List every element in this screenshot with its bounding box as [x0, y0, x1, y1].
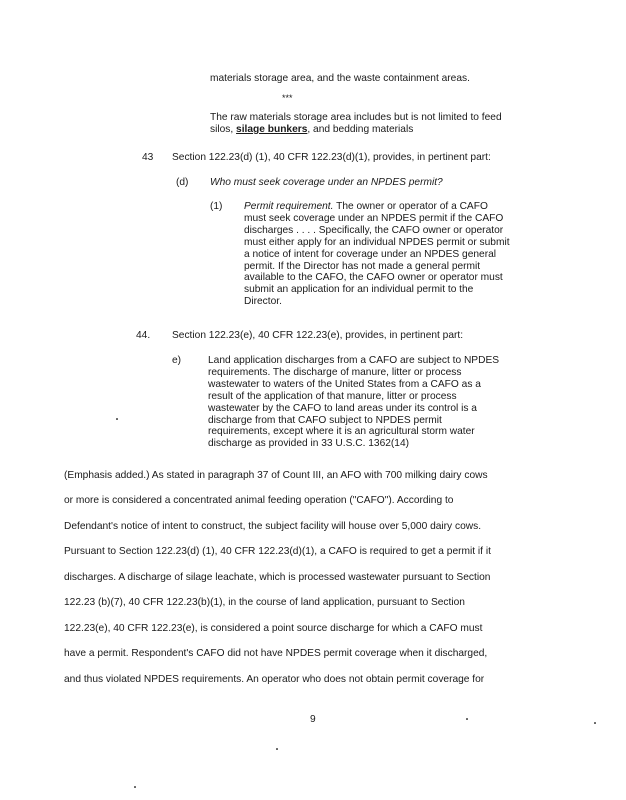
quote-line: wastewater by the CAFO to land areas under its control is a: [208, 402, 477, 414]
permit-requirement-heading: Permit requirement.: [244, 201, 334, 212]
body-line: have a permit. Respondent's CAFO did not have NPDES permit coverage when it discharged,: [64, 648, 488, 659]
scan-speck: [466, 718, 468, 720]
body-line: or more is considered a concentrated animal feeding operation ("CAFO"). According to: [64, 495, 454, 506]
paragraph-44-number: 44.: [136, 330, 151, 341]
ellipsis-marker: ***: [282, 93, 293, 103]
item-line: submit an application for an individual permit to the: [244, 284, 474, 296]
scan-speck: [594, 722, 596, 724]
item-line: a notice of intent for coverage under an NPDES general: [244, 248, 497, 260]
item-line: must either apply for an individual NPDES permit or submit: [244, 236, 510, 248]
scan-speck: [116, 418, 118, 420]
quote-line: requirements, except where it is an agricultural storm water: [208, 426, 475, 438]
body-line: and thus violated NPDES requirements. An operator who does not obtain permit coverage for: [64, 674, 485, 685]
quote-line: discharge from that CAFO subject to NPDES permit: [208, 414, 442, 426]
raw-materials-line-1: The raw materials storage area includes but is not limited to feed: [210, 112, 502, 123]
page-number: 9: [310, 714, 316, 725]
item-line: permit. If the Director has not made a general permit: [244, 260, 481, 272]
quote-line: requirements. The discharge of manure, litter or process: [208, 366, 462, 378]
body-line: 122.23(e), 40 CFR 122.23(e), is considered a point source discharge for which a CAFO must: [64, 623, 483, 634]
quote-line: Land application discharges from a CAFO are subject to NPDES: [208, 355, 500, 366]
paragraph-43-item-label: (1): [210, 201, 223, 212]
body-line: Pursuant to Section 122.23(d) (1), 40 CFR 122.23(d)(1), a CAFO is required to get a permit if it: [64, 546, 491, 557]
quote-line: wastewater to waters of the United States from a CAFO as a: [208, 378, 481, 390]
paragraph-43-intro: Section 122.23(d) (1), 40 CFR 122.23(d)(1), provides, in pertinent part:: [172, 152, 491, 163]
item-line: available to the CAFO, the CAFO owner or operator must: [244, 272, 503, 284]
paragraph-44-text: [208, 355, 499, 450]
paragraph-43-sub-label: (d): [176, 177, 189, 188]
quote-line: result of the application of that manure, litter or process: [208, 390, 457, 402]
item-line: Director.: [244, 296, 282, 308]
body-line: discharges. A discharge of silage leachate, which is processed wastewater pursuant to Section: [64, 572, 491, 583]
body-line: 122.23 (b)(7), 40 CFR 122.23(b)(1), in the course of land application, pursuant to Section: [64, 597, 465, 608]
raw-materials-line-2: [210, 124, 413, 136]
item-line-text: The owner or operator of a CAFO: [333, 201, 488, 212]
item-line: discharges . . . . Specifically, the CAFO owner or operator: [244, 224, 504, 236]
raw-materials-line-2-end: , and bedding materials: [307, 124, 414, 135]
body-line: (Emphasis added.) As stated in paragraph 37 of Count III, an AFO with 700 milking dairy cows: [64, 470, 488, 481]
raw-materials-line-2-start: silos,: [210, 124, 237, 135]
paragraph-43-number: 43: [142, 152, 154, 163]
paragraph-44-intro: Section 122.23(e), 40 CFR 122.23(e), provides, in pertinent part:: [172, 330, 464, 341]
item-line: [244, 201, 510, 213]
paragraph-43-sub-heading: Who must seek coverage under an NPDES permit?: [210, 177, 443, 188]
paragraph-43-item-text: [244, 201, 510, 308]
item-line: must seek coverage under an NPDES permit if the CAFO: [244, 212, 504, 224]
scan-speck: [276, 748, 278, 750]
quote-continuation-line: materials storage area, and the waste containment areas.: [210, 73, 470, 84]
paragraph-44-sub-label: e): [172, 355, 182, 366]
scan-speck: [134, 786, 136, 788]
quote-line: discharge as provided in 33 U.S.C. 1362(14): [208, 438, 410, 450]
body-line: Defendant's notice of intent to construct, the subject facility will house over 5,000 dairy cows.: [64, 521, 482, 532]
silage-bunkers-emphasis: silage bunkers: [236, 124, 308, 135]
